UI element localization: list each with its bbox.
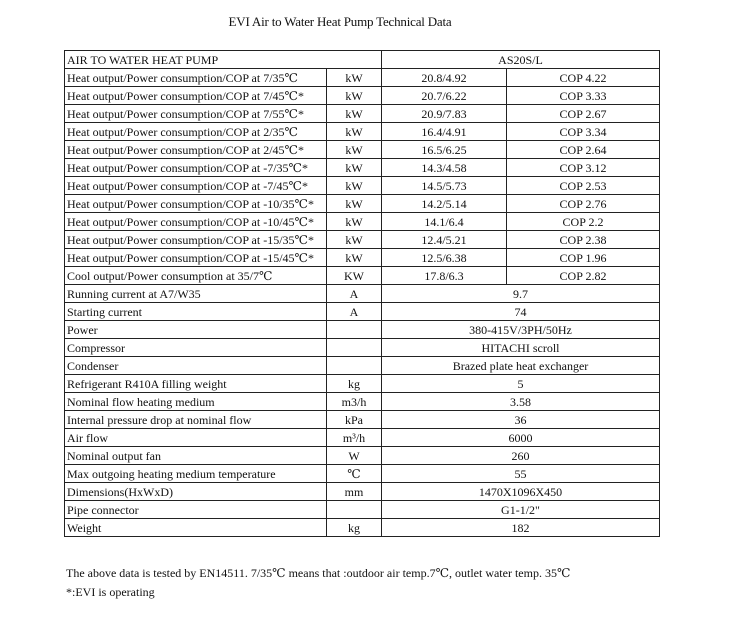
row-cop-value: COP 2.82 <box>507 267 660 285</box>
row-label: Weight <box>65 519 327 537</box>
row-cop-value: COP 4.22 <box>507 69 660 87</box>
row-cop-value: COP 2.67 <box>507 105 660 123</box>
table-row <box>65 357 660 375</box>
table-row <box>65 213 660 231</box>
row-value: 182 <box>382 519 660 537</box>
row-label: Cool output/Power consumption at 35/7℃ <box>65 267 327 285</box>
row-label: Nominal flow heating medium <box>65 393 327 411</box>
row-label: Heat output/Power consumption/COP at 2/45℃* <box>65 141 327 159</box>
table-row <box>65 519 660 537</box>
technical-data-table <box>64 50 660 537</box>
table-row <box>65 447 660 465</box>
row-unit: kW <box>327 123 382 141</box>
row-label: Heat output/Power consumption/COP at -7/35℃* <box>65 159 327 177</box>
table-row <box>65 141 660 159</box>
row-unit: kW <box>327 159 382 177</box>
row-output-value: 14.1/6.4 <box>382 213 507 231</box>
row-output-value: 14.3/4.58 <box>382 159 507 177</box>
row-label: Heat output/Power consumption/COP at -15/35℃* <box>65 231 327 249</box>
row-cop-value: COP 1.96 <box>507 249 660 267</box>
document-title: EVI Air to Water Heat Pump Technical Data <box>228 14 452 29</box>
row-label: Pipe connector <box>65 501 327 519</box>
row-unit: A <box>327 285 382 303</box>
table-row <box>65 465 660 483</box>
table-row <box>65 231 660 249</box>
row-label: Starting current <box>65 303 327 321</box>
table-row <box>65 483 660 501</box>
table-header-row <box>65 51 660 69</box>
row-label: Heat output/Power consumption/COP at -10/35℃* <box>65 195 327 213</box>
row-label: Running current at A7/W35 <box>65 285 327 303</box>
row-label: Power <box>65 321 327 339</box>
row-value: 6000 <box>382 429 660 447</box>
row-label: Internal pressure drop at nominal flow <box>65 411 327 429</box>
row-unit: A <box>327 303 382 321</box>
row-value: 9.7 <box>382 285 660 303</box>
row-unit <box>327 501 382 519</box>
row-label: Heat output/Power consumption/COP at 7/55℃* <box>65 105 327 123</box>
row-cop-value: COP 2.64 <box>507 141 660 159</box>
header-label: AIR TO WATER HEAT PUMP <box>65 51 382 69</box>
table-row <box>65 195 660 213</box>
row-value: 5 <box>382 375 660 393</box>
table-row <box>65 501 660 519</box>
table-row <box>65 105 660 123</box>
row-cop-value: COP 2.53 <box>507 177 660 195</box>
row-value: G1-1/2" <box>382 501 660 519</box>
row-output-value: 16.4/4.91 <box>382 123 507 141</box>
row-label: Heat output/Power consumption/COP at 7/45℃* <box>65 87 327 105</box>
row-label: Heat output/Power consumption/COP at -7/45℃* <box>65 177 327 195</box>
row-value: 1470X1096X450 <box>382 483 660 501</box>
row-cop-value: COP 3.34 <box>507 123 660 141</box>
row-output-value: 16.5/6.25 <box>382 141 507 159</box>
row-unit: kW <box>327 105 382 123</box>
row-label: Air flow <box>65 429 327 447</box>
row-output-value: 12.4/5.21 <box>382 231 507 249</box>
row-unit: kW <box>327 69 382 87</box>
footnote-evi: *:EVI is operating <box>66 585 155 599</box>
row-label: Nominal output fan <box>65 447 327 465</box>
header-model: AS20S/L <box>382 51 660 69</box>
row-label: Heat output/Power consumption/COP at -15/45℃* <box>65 249 327 267</box>
table-row <box>65 69 660 87</box>
table-row <box>65 429 660 447</box>
row-output-value: 20.7/6.22 <box>382 87 507 105</box>
table-row <box>65 267 660 285</box>
row-unit <box>327 339 382 357</box>
row-value: 36 <box>382 411 660 429</box>
row-value: 3.58 <box>382 393 660 411</box>
row-unit: m³/h <box>327 429 382 447</box>
row-unit: kW <box>327 141 382 159</box>
table-row <box>65 321 660 339</box>
table-row <box>65 339 660 357</box>
table-row <box>65 123 660 141</box>
row-value: 55 <box>382 465 660 483</box>
row-cop-value: COP 2.38 <box>507 231 660 249</box>
table-row <box>65 411 660 429</box>
table-row <box>65 285 660 303</box>
row-unit: kW <box>327 231 382 249</box>
row-output-value: 17.8/6.3 <box>382 267 507 285</box>
table-row <box>65 249 660 267</box>
row-unit: ℃ <box>327 465 382 483</box>
row-cop-value: COP 2.76 <box>507 195 660 213</box>
row-unit: KW <box>327 267 382 285</box>
row-value: Brazed plate heat exchanger <box>382 357 660 375</box>
row-unit: mm <box>327 483 382 501</box>
row-output-value: 20.8/4.92 <box>382 69 507 87</box>
row-label: Dimensions(HxWxD) <box>65 483 327 501</box>
row-unit: kW <box>327 87 382 105</box>
table-row <box>65 87 660 105</box>
row-unit: m3/h <box>327 393 382 411</box>
row-cop-value: COP 3.33 <box>507 87 660 105</box>
row-unit <box>327 357 382 375</box>
table-row <box>65 159 660 177</box>
row-label: Heat output/Power consumption/COP at 7/35℃ <box>65 69 327 87</box>
row-unit: kW <box>327 177 382 195</box>
row-unit <box>327 321 382 339</box>
row-unit: kW <box>327 195 382 213</box>
footnote-test-standard: The above data is tested by EN14511. 7/35℃ means that :outdoor air temp.7℃, outlet water temp. 35℃ <box>66 566 571 580</box>
table-row <box>65 393 660 411</box>
row-value: 74 <box>382 303 660 321</box>
row-unit: kg <box>327 519 382 537</box>
row-unit: kW <box>327 213 382 231</box>
row-label: Condenser <box>65 357 327 375</box>
row-label: Compressor <box>65 339 327 357</box>
row-label: Heat output/Power consumption/COP at -10/45℃* <box>65 213 327 231</box>
table-row <box>65 375 660 393</box>
row-unit: kg <box>327 375 382 393</box>
row-unit: W <box>327 447 382 465</box>
row-unit: kPa <box>327 411 382 429</box>
table-row <box>65 303 660 321</box>
row-output-value: 14.5/5.73 <box>382 177 507 195</box>
row-cop-value: COP 3.12 <box>507 159 660 177</box>
row-value: 380-415V/3PH/50Hz <box>382 321 660 339</box>
row-label: Heat output/Power consumption/COP at 2/35℃ <box>65 123 327 141</box>
row-value: 260 <box>382 447 660 465</box>
row-value: HITACHI scroll <box>382 339 660 357</box>
row-output-value: 12.5/6.38 <box>382 249 507 267</box>
row-output-value: 14.2/5.14 <box>382 195 507 213</box>
row-label: Refrigerant R410A filling weight <box>65 375 327 393</box>
row-label: Max outgoing heating medium temperature <box>65 465 327 483</box>
row-unit: kW <box>327 249 382 267</box>
table-row <box>65 177 660 195</box>
row-cop-value: COP 2.2 <box>507 213 660 231</box>
row-output-value: 20.9/7.83 <box>382 105 507 123</box>
